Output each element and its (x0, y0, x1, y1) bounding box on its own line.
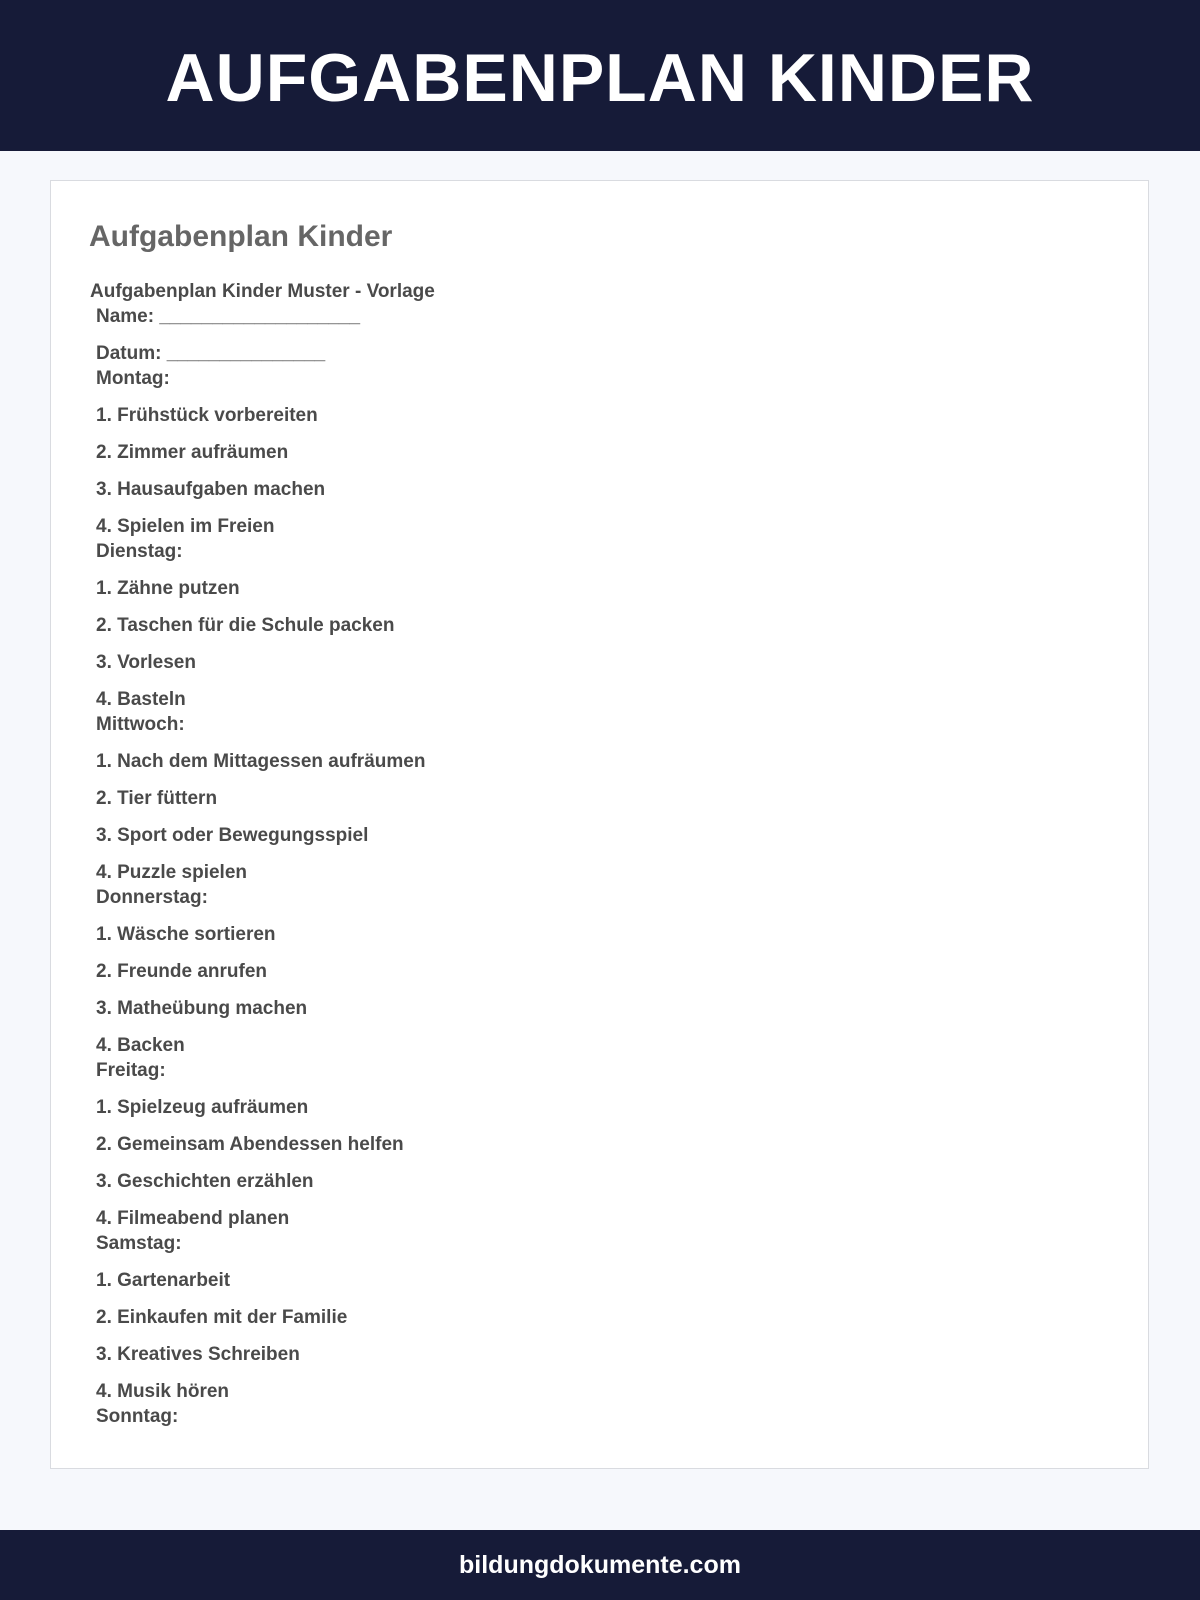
task-item: 4. Spielen im Freien (96, 516, 275, 537)
page-footer (0, 1530, 1200, 1600)
task-item: 1. Wäsche sortieren (96, 924, 276, 945)
document-title: Aufgabenplan Kinder (89, 220, 393, 253)
task-item: 1. Zähne putzen (96, 578, 240, 599)
day-label-mittwoch: Mittwoch: (96, 714, 185, 735)
task-item: 4. Musik hören (96, 1381, 230, 1402)
header-title: AUFGABENPLAN KINDER (165, 39, 1035, 116)
task-item: 3. Kreatives Schreiben (96, 1344, 300, 1365)
task-item: 1. Spielzeug aufräumen (96, 1097, 309, 1118)
task-item: 2. Gemeinsam Abendessen helfen (96, 1134, 404, 1155)
page-header (0, 0, 1200, 151)
task-item: 2. Freunde anrufen (96, 961, 268, 982)
day-label-montag: Montag: (96, 368, 170, 389)
task-item: 4. Filmeabend planen (96, 1208, 290, 1229)
day-label-donnerstag: Donnerstag: (96, 887, 208, 908)
day-label-dienstag: Dienstag: (96, 541, 183, 562)
document-subtitle: Aufgabenplan Kinder Muster - Vorlage (90, 281, 435, 302)
task-item: 1. Frühstück vorbereiten (96, 405, 318, 426)
day-label-sonntag: Sonntag: (96, 1406, 179, 1427)
task-item: 2. Zimmer aufräumen (96, 442, 289, 463)
task-item: 3. Hausaufgaben machen (96, 479, 326, 500)
task-item: 1. Nach dem Mittagessen aufräumen (96, 751, 426, 772)
date-field-line: Datum: _______________ (96, 343, 326, 364)
day-label-freitag: Freitag: (96, 1060, 166, 1081)
task-item: 3. Sport oder Bewegungsspiel (96, 825, 369, 846)
footer-site-link[interactable]: bildungdokumente.com (459, 1550, 741, 1579)
task-item: 3. Vorlesen (96, 652, 196, 673)
task-item: 4. Puzzle spielen (96, 862, 247, 883)
task-item: 3. Matheübung machen (96, 998, 308, 1019)
task-item: 4. Backen (96, 1035, 185, 1056)
task-item: 2. Tier füttern (96, 788, 218, 809)
name-field-line: Name: ___________________ (96, 306, 361, 327)
task-item: 3. Geschichten erzählen (96, 1171, 314, 1192)
task-item: 1. Gartenarbeit (96, 1270, 231, 1291)
day-label-samstag: Samstag: (96, 1233, 182, 1254)
task-item: 2. Taschen für die Schule packen (96, 615, 395, 636)
task-item: 2. Einkaufen mit der Familie (96, 1307, 348, 1328)
task-item: 4. Basteln (96, 689, 186, 710)
